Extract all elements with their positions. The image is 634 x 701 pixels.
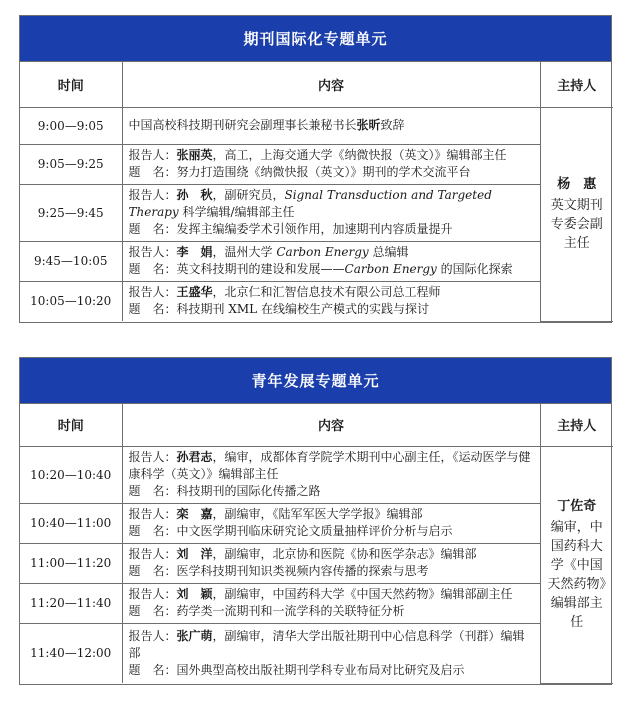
talk-topic-end: 的国际化探索 [436, 262, 513, 276]
host-cell [540, 107, 613, 321]
content-cell [122, 107, 540, 144]
speaker-affiliation: ，编审，成都体育学院学术期刊中心副主任，《运动医学与健康科学（英文）》编辑部主任 [128, 450, 531, 481]
reporter-label: 报告人： [128, 188, 177, 202]
table-row [20, 281, 613, 321]
content-header: 内容 [122, 62, 540, 107]
talk-topic: 英文科技期刊的建设和发展—— [176, 262, 345, 276]
speaker-affiliation: ，副研究员， [212, 188, 285, 202]
content-cell [122, 543, 540, 583]
host-cell [540, 446, 613, 683]
speaker-affiliation: ，温州大学 [212, 245, 277, 259]
reporter-label: 报告人： [128, 148, 177, 162]
speaker-name: 孙君志 [176, 450, 213, 464]
topic-label: 题 名： [128, 524, 177, 538]
talk-topic: 药学类一流期刊和一流学科的关联特征分析 [176, 604, 405, 618]
speaker-affiliation-end: 科学编辑/编辑部主任 [178, 205, 295, 219]
journal-name: Carbon Energy [276, 245, 369, 259]
reporter-label: 报告人： [128, 587, 177, 601]
session-youth [19, 357, 612, 685]
talk-topic: 国外典型高校出版社期刊学科专业布局对比研究及启示 [176, 662, 465, 677]
table-row [20, 503, 613, 543]
time-cell: 10:20—10:40 [20, 446, 122, 503]
speaker-name: 王盛华 [176, 285, 213, 300]
table-row [20, 583, 613, 623]
talk-topic: 发挥主编编委学术引领作用，加速期刊内容质量提升 [176, 222, 453, 236]
topic-label: 题 名： [128, 222, 177, 236]
speaker-name: 张丽英 [176, 148, 213, 162]
schedule-table [20, 62, 613, 322]
host-name: 丁佐奇 [557, 499, 597, 514]
journal-name: Signal Transduction and Targeted Therapy [128, 188, 492, 219]
speaker-name: 栾 嘉 [176, 507, 213, 521]
time-cell: 9:45—10:05 [20, 241, 122, 281]
opening-suffix: 致辞 [380, 118, 405, 132]
schedule-table [20, 404, 613, 684]
speaker-affiliation: ，副编审，中国药科大学《中国天然药物》编辑部副主任 [212, 587, 513, 601]
speaker-affiliation: ，高工，上海交通大学《纳微快报（英文）》编辑部主任 [212, 148, 507, 162]
topic-label: 题 名： [128, 262, 177, 276]
time-cell: 10:05—10:20 [20, 281, 122, 321]
topic-label: 题 名： [128, 165, 177, 179]
reporter-label: 报告人： [128, 450, 177, 464]
speaker-affiliation: ，北京仁和汇智信息技术有限公司总工程师 [212, 285, 441, 300]
host-name: 杨 惠 [557, 177, 597, 192]
header-row [20, 62, 613, 107]
time-cell: 9:25—9:45 [20, 184, 122, 241]
session-title: 期刊国际化专题单元 [20, 16, 611, 62]
reporter-label: 报告人： [128, 285, 177, 300]
speaker-affiliation: ，副编审，《陆军军医大学学报》编辑部 [212, 507, 423, 521]
host-header: 主持人 [540, 404, 613, 446]
time-cell: 10:40—11:00 [20, 503, 122, 543]
speaker-name: 刘 颖 [176, 587, 213, 601]
table-row [20, 623, 613, 683]
speaker-name: 李 娟 [176, 245, 213, 259]
reporter-label: 报告人： [128, 628, 177, 643]
table-row [20, 107, 613, 144]
time-cell: 11:00—11:20 [20, 543, 122, 583]
topic-label: 题 名： [128, 564, 177, 578]
content-cell [122, 281, 540, 321]
table-row [20, 241, 613, 281]
talk-topic: 科技期刊的国际化传播之路 [176, 484, 321, 498]
talk-topic: 医学科技期刊知识类视频内容传播的探索与思考 [176, 564, 429, 578]
opening-prefix: 中国高校科技期刊研究会副理事长兼秘书长 [128, 118, 357, 132]
time-cell: 11:40—12:00 [20, 623, 122, 683]
host-role: 英文期刊专委会副主任 [550, 198, 603, 251]
speaker-name: 刘 洋 [176, 547, 213, 561]
reporter-label: 报告人： [128, 245, 177, 259]
content-cell [122, 144, 540, 184]
talk-topic: 中文医学期刊临床研究论文质量抽样评价分析与启示 [176, 524, 453, 538]
content-header: 内容 [122, 404, 540, 446]
opening-speaker: 张昕 [356, 118, 381, 132]
table-row [20, 144, 613, 184]
time-cell: 11:20—11:40 [20, 583, 122, 623]
topic-label: 题 名： [128, 604, 177, 618]
journal-name: Carbon Energy [344, 262, 437, 276]
content-cell [122, 583, 540, 623]
content-cell [122, 503, 540, 543]
speaker-affiliation: ，副编审，清华大学出版社期刊中心信息科学（刊群）编辑部 [128, 628, 525, 660]
table-row [20, 446, 613, 503]
topic-label: 题 名： [128, 302, 177, 317]
session-international [19, 15, 612, 323]
time-header: 时间 [20, 62, 122, 107]
table-row [20, 543, 613, 583]
host-header: 主持人 [540, 62, 613, 107]
content-cell [122, 446, 540, 503]
talk-topic: 努力打造围绕《纳微快报（英文）》期刊的学术交流平台 [176, 165, 471, 179]
table-row [20, 184, 613, 241]
reporter-label: 报告人： [128, 507, 177, 521]
host-role: 编审，中国药科大学《中国天然药物》编辑部主任 [547, 520, 606, 630]
time-header: 时间 [20, 404, 122, 446]
header-row [20, 404, 613, 446]
time-cell: 9:05—9:25 [20, 144, 122, 184]
reporter-label: 报告人： [128, 547, 177, 561]
speaker-name: 张广萌 [176, 628, 213, 643]
content-cell [122, 241, 540, 281]
speaker-affiliation-end: 总编辑 [368, 245, 409, 259]
content-cell [122, 623, 540, 683]
session-title: 青年发展专题单元 [20, 358, 611, 404]
speaker-name: 孙 秋 [176, 188, 213, 202]
speaker-affiliation: ，副编审，北京协和医院《协和医学杂志》编辑部 [212, 547, 477, 561]
time-cell: 9:00—9:05 [20, 107, 122, 144]
topic-label: 题 名： [128, 484, 177, 498]
talk-topic: 科技期刊 XML 在线编校生产模式的实践与探讨 [176, 302, 429, 317]
topic-label: 题 名： [128, 662, 177, 677]
content-cell [122, 184, 540, 241]
